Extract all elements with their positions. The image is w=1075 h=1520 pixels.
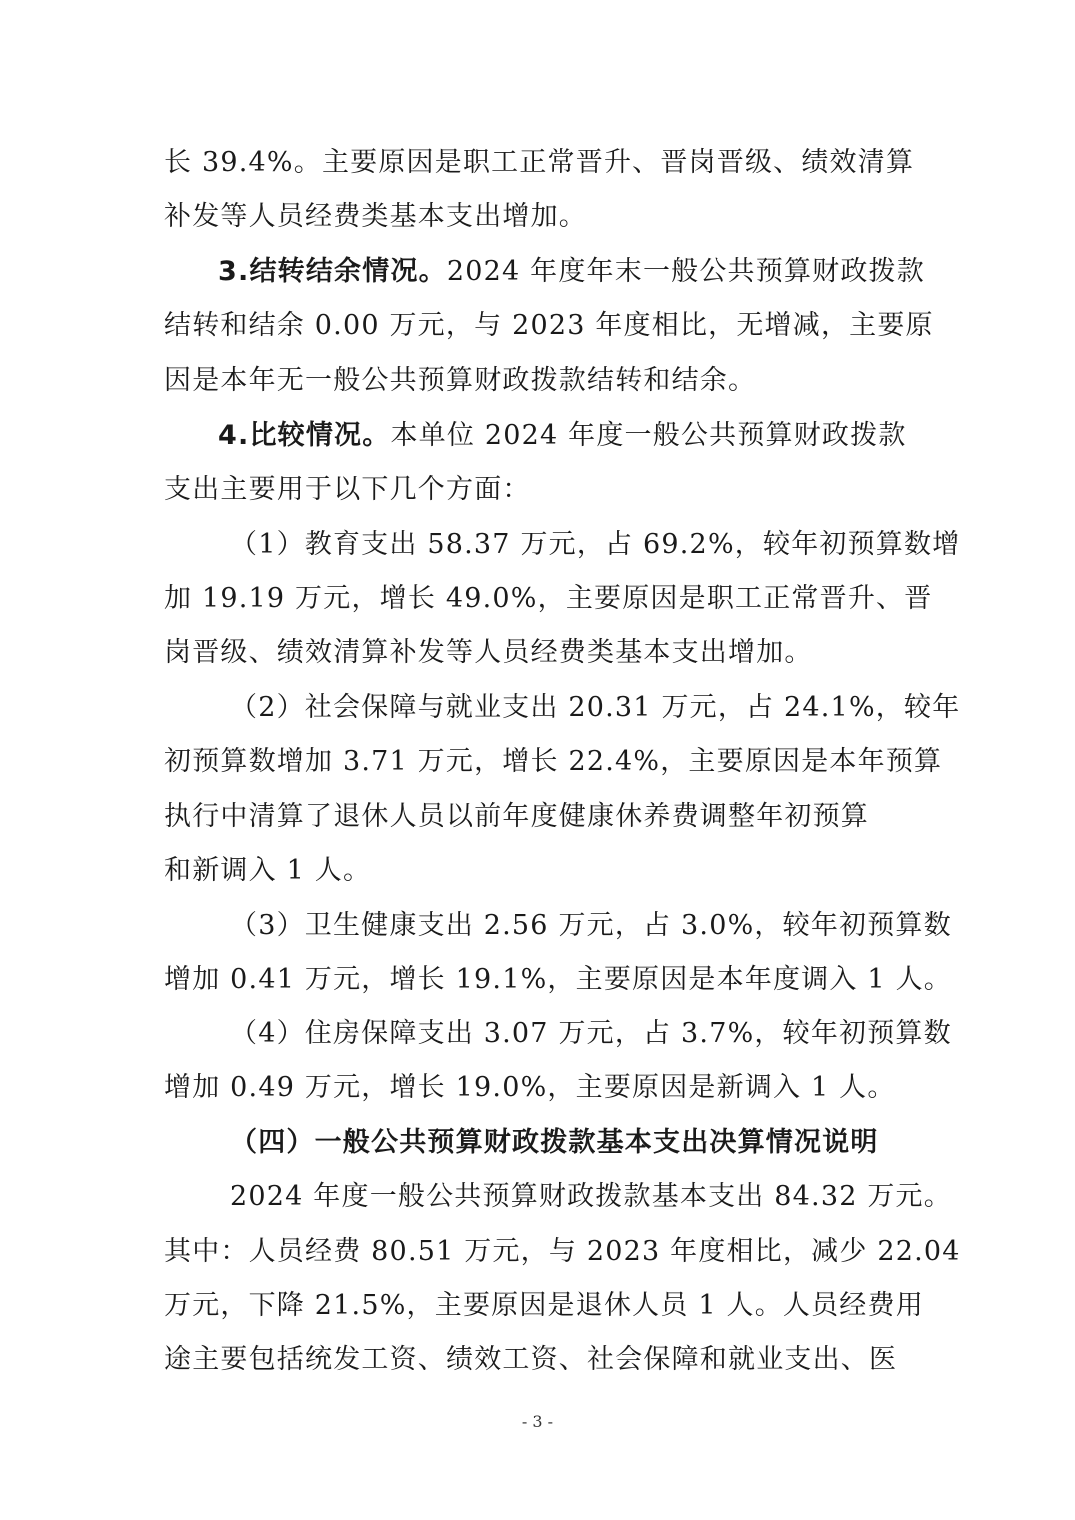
body-line: 支出主要用于以下几个方面： — [164, 474, 531, 505]
body-line: 万元，下降 21.5%，主要原因是退休人员 1 人。人员经费用 — [164, 1290, 924, 1321]
body-line: 其中：人员经费 80.51 万元，与 2023 年度相比，减少 22.04 — [164, 1236, 961, 1267]
section-lead-comparison: 4.比较情况。 — [218, 420, 391, 451]
body-line: （1）教育支出 58.37 万元，占 69.2%，较年初预算数增 — [230, 529, 961, 560]
body-line: 2024 年度一般公共预算财政拨款基本支出 84.32 万元。 — [230, 1181, 952, 1212]
body-line: 执行中清算了退休人员以前年度健康休养费调整年初预算 — [164, 801, 869, 832]
body-text: 2024 年度年末一般公共预算财政拨款 — [446, 256, 925, 287]
section-line — [218, 252, 925, 292]
body-line: 补发等人员经费类基本支出增加。 — [164, 201, 587, 232]
section-lead-carryover: 3.结转结余情况。 — [218, 256, 447, 287]
body-line: （4）住房保障支出 3.07 万元，占 3.7%，较年初预算数 — [230, 1018, 952, 1049]
body-line: 因是本年无一般公共预算财政拨款结转和结余。 — [164, 365, 757, 396]
body-line: （2）社会保障与就业支出 20.31 万元，占 24.1%，较年 — [230, 692, 961, 723]
body-line: 加 19.19 万元，增长 49.0%，主要原因是职工正常晋升、晋 — [164, 583, 933, 614]
body-line: 增加 0.41 万元，增长 19.1%，主要原因是本年度调入 1 人。 — [164, 964, 952, 995]
section-line — [218, 416, 914, 456]
body-line: 增加 0.49 万元，增长 19.0%，主要原因是新调入 1 人。 — [164, 1072, 896, 1103]
section-heading: （四）一般公共预算财政拨款基本支出决算情况说明 — [230, 1127, 879, 1158]
body-text: 本单位 2024 年度一般公共预算财政拨款 — [390, 420, 907, 451]
body-line: 长 39.4%。主要原因是职工正常晋升、晋岗晋级、绩效清算 — [164, 147, 915, 178]
body-line: 和新调入 1 人。 — [164, 855, 372, 886]
body-line: （3）卫生健康支出 2.56 万元，占 3.0%，较年初预算数 — [230, 910, 952, 941]
body-line: 岗晋级、绩效清算补发等人员经费类基本支出增加。 — [164, 637, 813, 668]
body-line: 途主要包括统发工资、绩效工资、社会保障和就业支出、医 — [164, 1344, 898, 1375]
page-number: - 3 - — [521, 1412, 554, 1431]
body-line: 初预算数增加 3.71 万元，增长 22.4%，主要原因是本年预算 — [164, 746, 943, 777]
body-line: 结转和结余 0.00 万元，与 2023 年度相比，无增减，主要原 — [164, 310, 934, 341]
